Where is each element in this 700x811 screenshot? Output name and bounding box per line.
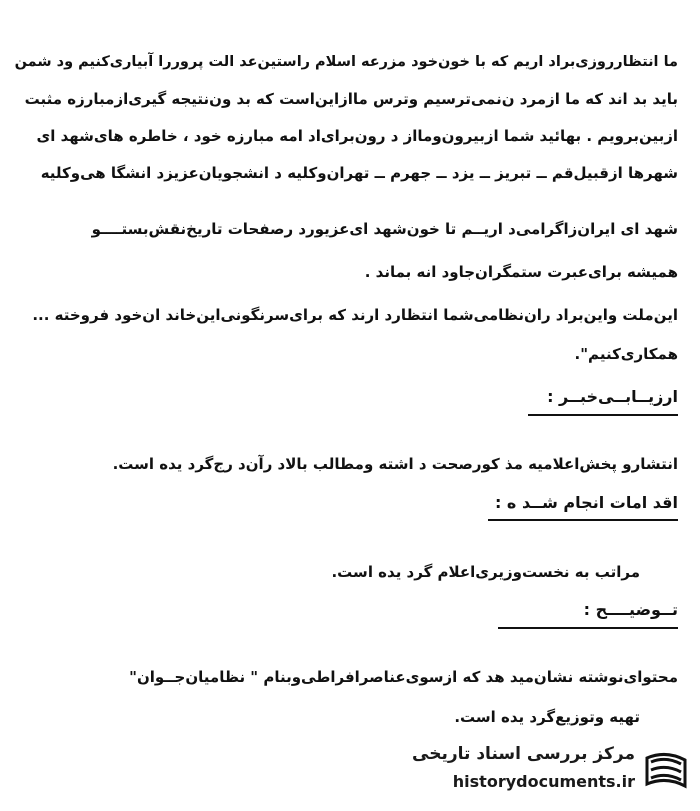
heading-underline (488, 519, 678, 521)
body-line-5: شهد ای ایران‌زاگرامی‌د اریــم تا خون‌شهد ای‌عزیورد رصفحات تاریخ‌نقش‌بستــــو (91, 220, 678, 238)
section-body-explanation-1: محتوای‌نوشته نشان‌مید هد که ازسوی‌عناصرافراطی‌وبنام " نظامیان‌جــوان" (129, 668, 678, 686)
section-body-actions-taken: مراتب به نخست‌وزیری‌اعلام گرد یده است. (331, 563, 640, 581)
scroll-logo-icon (641, 746, 691, 796)
heading-underline (498, 627, 678, 629)
section-heading-explanation: تــوضیــــح : (583, 600, 678, 619)
section-heading-actions-taken: اقد امات انجام شــد ه : (494, 493, 678, 512)
body-line-2: باید بد اند که ما ازمرد ن‌نمی‌ترسیم وترس ماازاین‌است که بد ون‌نتیجه گیری‌ازمبارزه مثبت (24, 90, 678, 108)
body-line-6: همیشه برای‌عبرت ستمگران‌جاود انه بماند . (364, 263, 678, 281)
heading-underline (528, 414, 678, 416)
body-line-1: ما انتظارروزی‌براد اریم که با خون‌خود مزرعه اسلام راستین‌عد الت پروررا آبیاری‌کنیم ود شمن (14, 54, 678, 70)
section-body-news-evaluation: انتشارو پخش‌اعلامیه مذ کورصحت د اشته ومطالب بالاد رآن‌د رج‌گرد یده است. (112, 455, 678, 473)
watermark-url: historydocuments.ir (452, 772, 635, 791)
watermark-title: مرکز بررسی اسناد تاریخی (412, 744, 635, 764)
body-line-3: ازبین‌برویم . بهائید شما ازبیرون‌ومااز د رون‌برای‌اد امه مبارزه خود ، خاطره های‌شهد ای (36, 127, 678, 145)
body-line-7: این‌ملت واین‌براد ران‌نظامی‌شما انتظارد ارند که برای‌سرنگونی‌این‌خاند ان‌خود فروخته ... (32, 306, 678, 324)
watermark-logo (412, 742, 695, 800)
body-line-4: شهرها ازقبیل‌قم ــ تبریز ــ یزد ــ جهرم ــ تهران‌وکلیه د انشجویان‌عزیزد انشگا هی‌وکلیه (40, 164, 678, 182)
body-line-8: همکاری‌کنیم". (574, 345, 678, 363)
section-body-explanation-2: تهیه وتوزیع‌گرد یده است. (454, 708, 640, 726)
section-heading-news-evaluation: ارزیــابــی‌خبــر : (547, 387, 678, 406)
